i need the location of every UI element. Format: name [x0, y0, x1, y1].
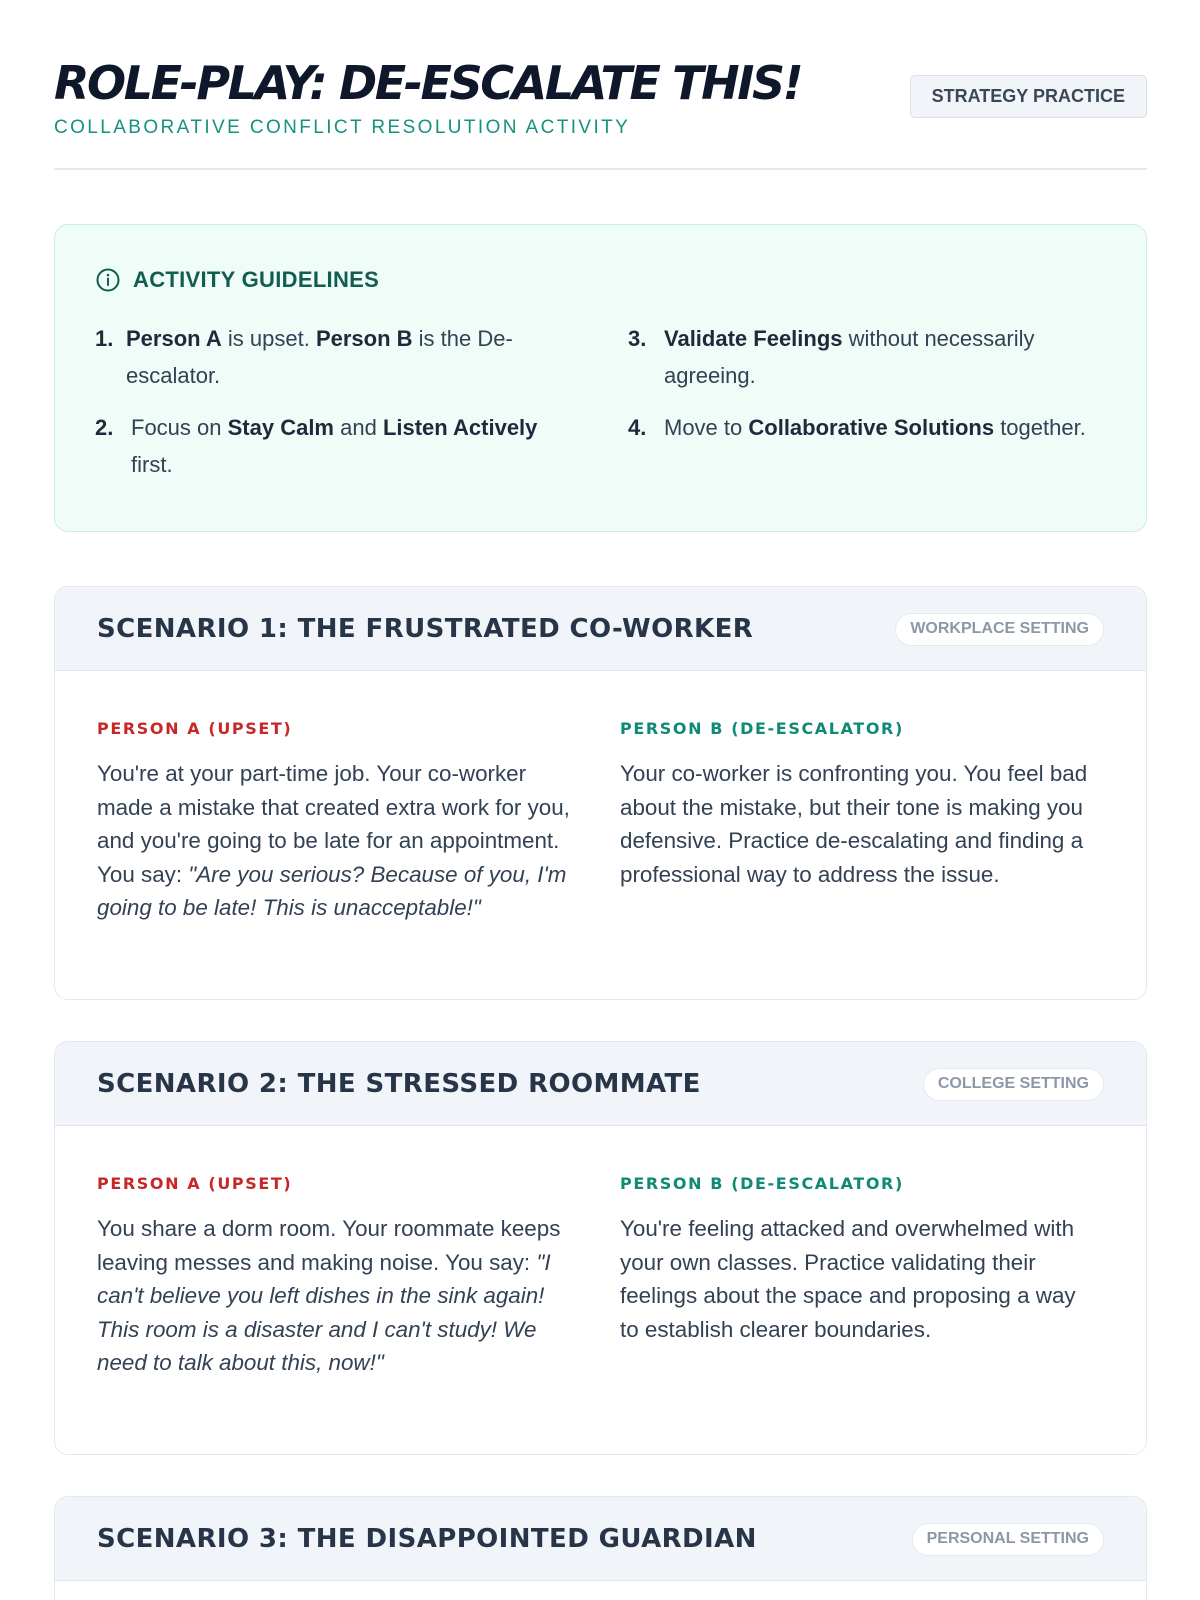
page-subtitle: COLLABORATIVE CONFLICT RESOLUTION ACTIVITY — [54, 117, 631, 138]
person-a-description: You're at your part-time job. Your co-worker made a mistake that created extra work for you, and you're going to be late for an appointment. You say: "Are you serious? Because of you, I'm going to be late! This is unacceptable!" — [97, 761, 570, 921]
guideline-text: Focus on Stay Calm and Listen Actively first. — [131, 415, 538, 477]
scenario-header — [55, 1497, 1146, 1581]
person-a-quote: "I can't believe you left dishes in the sink again! This room is a disaster and I can't study! We need to talk about this, now!" — [97, 1249, 551, 1376]
setting-badge: WORKPLACE SETTING — [895, 613, 1104, 646]
scenario-title: SCENARIO 2: THE STRESSED ROOMMATE — [97, 1069, 701, 1099]
scenario-header — [55, 1042, 1146, 1126]
scenario-title: SCENARIO 1: THE FRUSTRATED CO-WORKER — [97, 614, 754, 644]
person-a-label: PERSON A (UPSET) — [97, 1174, 293, 1193]
page-title: ROLE-PLAY: DE-ESCALATE THIS! — [54, 56, 802, 110]
person-b-label: PERSON B (DE-ESCALATOR) — [620, 1174, 904, 1193]
page-header — [54, 52, 1147, 170]
guideline-text: Validate Feelings without necessarily agreeing. — [664, 326, 1035, 388]
scenario-card — [54, 586, 1147, 1000]
guidelines-title: ACTIVITY GUIDELINES — [133, 267, 380, 292]
guideline-number: 4. — [628, 415, 647, 440]
guidelines-header — [95, 267, 379, 293]
setting-badge: COLLEGE SETTING — [923, 1068, 1104, 1101]
guideline-item — [95, 409, 565, 483]
guideline-number: 1. — [95, 326, 114, 351]
guideline-item — [628, 320, 1118, 394]
activity-guidelines-panel — [54, 224, 1147, 532]
guideline-number: 2. — [95, 415, 114, 440]
person-a-description: You share a dorm room. Your roommate keeps leaving messes and making noise. You say: "I can't believe you left dishes in the sink again! This room is a disaster and I can't study! We need to talk about this, now!" — [97, 1216, 561, 1376]
strategy-practice-badge: STRATEGY PRACTICE — [910, 75, 1147, 118]
guideline-text: Move to Collaborative Solutions together. — [664, 415, 1086, 440]
guideline-item — [95, 320, 565, 394]
scenario-title: SCENARIO 3: THE DISAPPOINTED GUARDIAN — [97, 1524, 757, 1554]
guideline-text: Person A is upset. Person B is the De-escalator. — [126, 326, 513, 388]
person-b-description: You're feeling attacked and overwhelmed with your own classes. Practice validating their feelings about the space and proposing a way to establish clearer boundaries. — [620, 1216, 1076, 1342]
guideline-number: 3. — [628, 326, 647, 351]
person-a-label: PERSON A (UPSET) — [97, 719, 293, 738]
guideline-item — [628, 409, 1118, 446]
scenario-header — [55, 587, 1146, 671]
person-a-quote: "Are you serious? Because of you, I'm going to be late! This is unacceptable!" — [97, 861, 567, 921]
person-b-label: PERSON B (DE-ESCALATOR) — [620, 719, 904, 738]
scenario-card — [54, 1041, 1147, 1455]
person-b-description: Your co-worker is confronting you. You feel bad about the mistake, but their tone is making you defensive. Practice de-escalating and finding a professional way to address the issue. — [620, 761, 1088, 887]
scenario-card — [54, 1496, 1147, 1600]
info-circle-icon — [95, 267, 121, 293]
setting-badge: PERSONAL SETTING — [912, 1523, 1104, 1556]
